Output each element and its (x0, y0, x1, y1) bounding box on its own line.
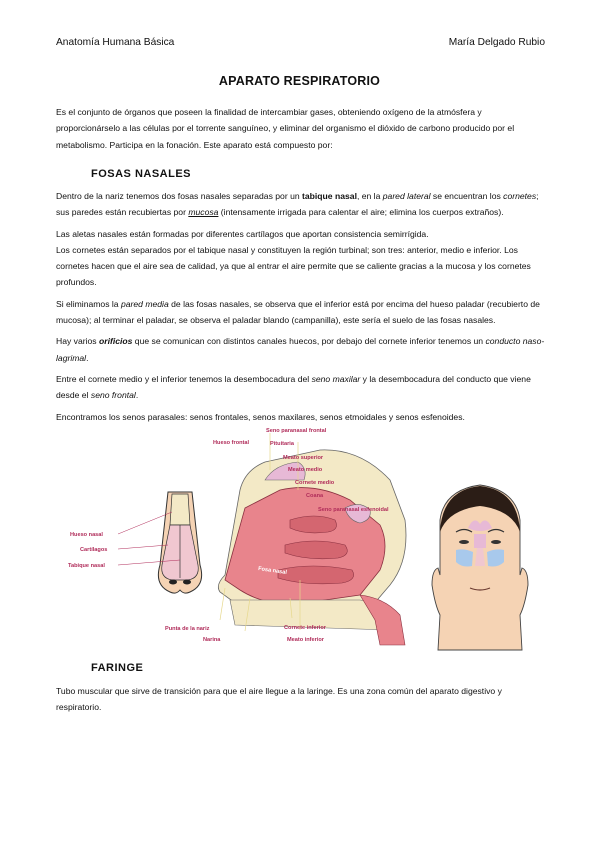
fosas-paragraph-6: Entre el cornete medio y el inferior tenemos la desembocadura del seno maxilar y la desembocadura del conducto que viene desde el seno frontal. (56, 373, 531, 401)
label-cornete-inferior: Cornete inferior (284, 625, 326, 631)
course-name: Anatomía Humana Básica (56, 37, 175, 48)
author-name: María Delgado Rubio (448, 37, 545, 48)
fosas-paragraph-7: Encontramos los senos parasales: senos frontales, senos maxilares, senos etmoidales y senos esfenoides. (56, 411, 465, 422)
label-cartilagos: Cartílagos (80, 547, 108, 553)
label-pituitaria: Pituitaria (270, 441, 294, 447)
intro-paragraph: Es el conjunto de órganos que poseen la finalidad de intercambiar gases, obteniendo oxígeno de la atmósfera y proporcionárselo a las células por el torrente sanguíneo, y eliminar del organismo el dióxido de carbono producido por el metabolismo. Participa en la fonación. Este aparato está compuesto por: (56, 107, 515, 150)
page-header (56, 37, 545, 51)
fosas-body (56, 188, 546, 430)
page-title: APARATO RESPIRATORIO (218, 74, 381, 88)
face-sinuses-illustration (432, 485, 528, 650)
label-fosa-nasal: Fosa nasal (257, 566, 288, 577)
label-coana: Coana (306, 493, 324, 499)
nasal-anatomy-figure (60, 420, 560, 652)
fosas-paragraph-4: Si eliminamos la pared media de las fosas nasales, se observa que el inferior está por encima del hueso paladar (recubierto de mucosa); al terminar el paladar, se observa el paladar blando (campanilla), este sería el suelo de las fosas nasales. (56, 298, 540, 326)
fosas-paragraph-1: Dentro de la nariz tenemos dos fosas nasales separadas por un tabique nasal, en la pared lateral se encuentran los cornetes; sus paredes están recubiertas por mucosa (intensamente irrigada para calentar el aire; elimina los cuerpos extraños). (56, 191, 539, 218)
label-seno-frontal: Seno paranasal frontal (266, 428, 327, 434)
label-meato-medio: Meato medio (288, 467, 323, 473)
label-cornete-medio: Cornete medio (295, 480, 335, 486)
label-hueso-nasal: Hueso nasal (70, 532, 103, 538)
label-narina: Narina (203, 637, 221, 643)
faringe-paragraph: Tubo muscular que sirve de transición para que el aire llegue a la laringe. Es una zona común del aparato digestivo y respiratorio. (56, 686, 502, 713)
sagittal-section-illustration (218, 433, 406, 645)
label-hueso-frontal: Hueso frontal (213, 440, 250, 446)
fosas-paragraph-2: Las aletas nasales están formadas por diferentes cartílagos que aportan consistencia semirrígida. (56, 228, 429, 239)
external-nose-illustration (118, 492, 202, 593)
fosas-paragraph-5: Hay varios orificios que se comunican con distintos canales huecos, por debajo del cornete inferior tenemos un conducto naso-lagrimal. (56, 336, 545, 363)
label-meato-inferior: Meato inferior (287, 637, 324, 643)
label-meato-superior: Meato superior (283, 455, 324, 461)
label-tabique-nasal: Tabique nasal (68, 563, 105, 569)
section-heading-faringe: FARINGE (91, 662, 144, 674)
label-seno-esfenoidal: Seno paranasal esfenoidal (318, 507, 389, 513)
section-heading-fosas: FOSAS NASALES (91, 168, 192, 180)
fosas-paragraph-3: Los cornetes están separados por el tabique nasal y constituyen la región turbinal; son tres: anterior, medio e inferior. Los cornetes hacen que el aire sea de calidad, ya que al entrar el aire permite que se caliente gracias a la mucosa y los cornetes profundos. (56, 244, 531, 288)
label-punta-nariz: Punta de la nariz (165, 626, 210, 632)
